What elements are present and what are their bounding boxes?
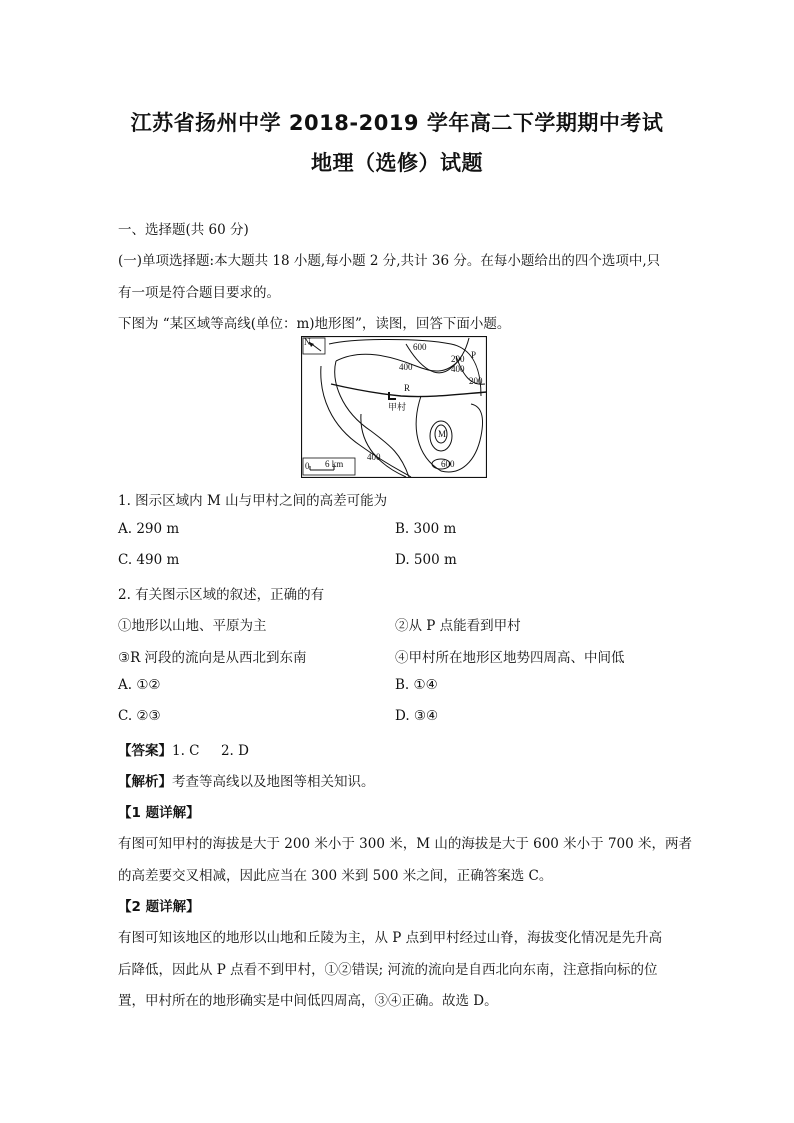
- question-1-option-c: C. 490 m: [118, 552, 180, 568]
- question-1-option-d: D. 500 m: [395, 552, 457, 568]
- question-1-option-b: B. 300 m: [395, 521, 457, 537]
- question-2-statement-2: ②从 P 点能看到甲村: [395, 618, 521, 634]
- detail-1-line-1: 有图可知甲村的海拔是大于 200 米小于 300 米，M 山的海拔是大于 600 米小于 700 米，两者: [118, 836, 693, 852]
- contour-label: 400: [367, 452, 381, 462]
- contour-label: 400: [399, 362, 413, 372]
- contour-label: 400: [451, 364, 465, 374]
- question-2-option-b: B. ①④: [395, 677, 438, 693]
- document-title-line2: 地理（选修）试题: [311, 151, 483, 175]
- detail-2-label: 【2 题详解】: [118, 899, 200, 915]
- instruction-line-2: 有一项是符合题目要求的。: [118, 285, 280, 301]
- question-2-option-c: C. ②③: [118, 708, 161, 724]
- contour-label: 600: [441, 459, 455, 469]
- map-intro: 下图为 “某区域等高线(单位：m)地形图”，读图，回答下面小题。: [118, 316, 511, 332]
- detail-2-line-3: 置，甲村所在的地形确实是中间低四周高，③④正确。故选 D。: [118, 993, 498, 1009]
- detail-2-line-1: 有图可知该地区的地形以山地和丘陵为主，从 P 点到甲村经过山脊，海拔变化情况是先升高: [118, 930, 663, 946]
- peak-label: M: [438, 429, 447, 439]
- detail-1-label: 【1 题详解】: [118, 805, 200, 821]
- question-1-option-a: A. 290 m: [118, 521, 180, 537]
- contour-label: 200: [451, 354, 465, 364]
- question-2-statement-4: ④甲村所在地形区地势四周高、中间低: [395, 650, 625, 666]
- contour-label: 200: [469, 376, 483, 386]
- analysis-label: 【解析】: [118, 774, 172, 790]
- instruction-line-1: (一)单项选择题:本大题共 18 小题,每小题 2 分,共计 36 分。在每小题给出的四个选项中,只: [118, 253, 661, 269]
- contour-map: [301, 336, 487, 478]
- scale-end-label: 6 km: [325, 459, 344, 469]
- analysis-line: [118, 770, 375, 790]
- answer-line: [118, 739, 249, 759]
- question-2-statement-3: ③R 河段的流向是从西北到东南: [118, 650, 307, 666]
- question-2-option-d: D. ③④: [395, 708, 439, 724]
- question-1-stem: 1. 图示区域内 M 山与甲村之间的高差可能为: [118, 493, 388, 509]
- document-title-line1: 江苏省扬州中学 2018-2019 学年高二下学期期中考试: [130, 111, 664, 135]
- question-2-option-a: A. ①②: [118, 677, 161, 693]
- detail-1-line-2: 的高差要交叉相减，因此应当在 300 米到 500 米之间，正确答案选 C。: [118, 868, 553, 884]
- analysis-text: 考查等高线以及地图等相关知识。: [172, 774, 375, 790]
- answer-label: 【答案】: [118, 743, 172, 759]
- question-2-statement-1: ①地形以山地、平原为主: [118, 618, 267, 634]
- detail-2-line-2: 后降低，因此从 P 点看不到甲村，①②错误; 河流的流向是自西北向东南，注意指向标的位: [118, 962, 658, 978]
- point-label: P: [471, 350, 477, 360]
- question-2-stem: 2. 有关图示区域的叙述，正确的有: [118, 587, 325, 603]
- answer-text: 1. C 2. D: [172, 743, 249, 759]
- north-label: N: [304, 337, 311, 347]
- village-label: 甲村: [388, 402, 407, 412]
- contour-label: 600: [413, 342, 427, 352]
- scale-zero-label: 0: [305, 461, 310, 471]
- section-heading: 一、选择题(共 60 分): [118, 222, 249, 238]
- river-label: R: [404, 383, 411, 393]
